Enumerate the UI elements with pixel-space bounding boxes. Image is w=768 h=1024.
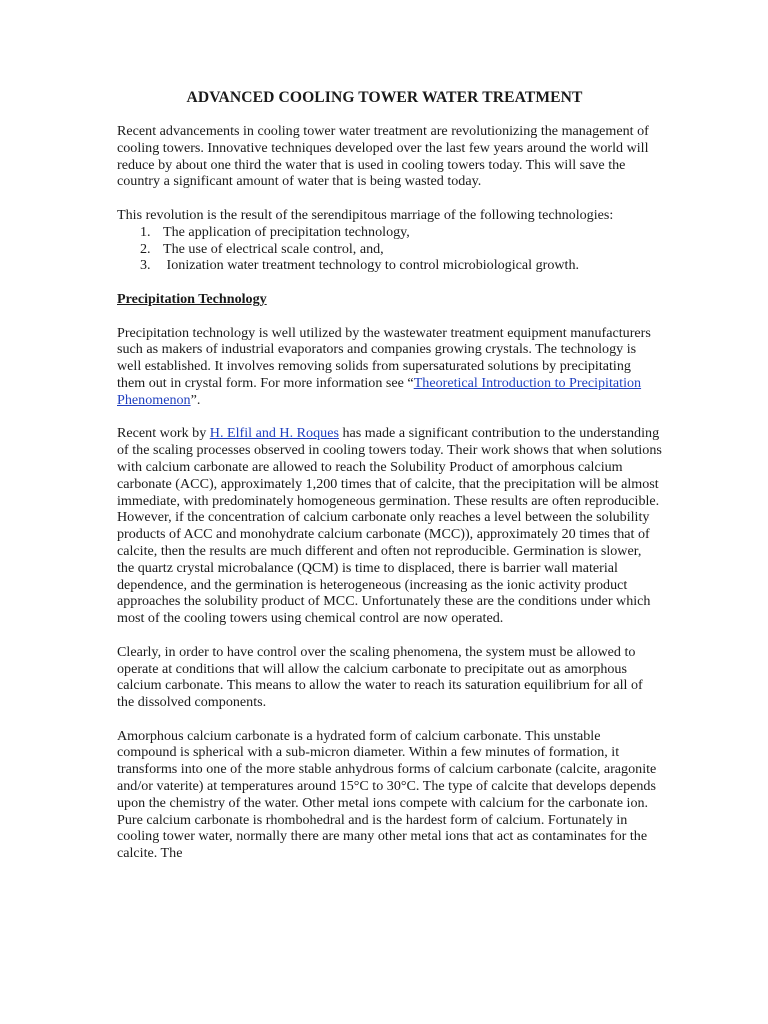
list-item-text: The application of precipitation technology, [163,223,410,240]
elfil-roques-link[interactable]: H. Elfil and H. Roques [209,425,339,442]
list-item [117,224,662,241]
paragraph-text: ”. [190,391,201,408]
document-body [117,88,662,879]
paragraph-text: has made a significant contribution to the understanding of the scaling processes observed in cooling towers today. Their work shows that when solutions with calcium carbonate are allowed to reach the Solubility Product of amorphous calcium carbonate (ACC), approximately 1,200 times that of calcite, that the precipitation will be almost immediate, with predominately homogeneous germination. These results are often reproducible. However, if the concentration of calcium carbonate only reaches a level between the solubility products of ACC and monohydrate calcium carbonate (MCC)), approximately 20 times that of calcite, then the results are much different and often not reproducible. Germination is slower, the quartz crystal microbalance (QCM) is time to displaced, there is barrier wall material dependence, and the germination is heterogeneous (increasing as the ionic activity product approaches the solubility product of MCC. Unfortunately these are the conditions under which most of the cooling towers using chemical control are now operated. [117,425,662,627]
precipitation-paragraph [117,325,662,409]
list-item [117,241,662,258]
intro-paragraph: Recent advancements in cooling tower water treatment are revolutionizing the management of cooling towers. Innovative techniques developed over the last few years around the world will reduce by about one third the water that is used in cooling towers today. This will save the country a significant amount of water that is being wasted today. [117,123,649,190]
technology-list [117,224,662,274]
scaling-control-paragraph: Clearly, in order to have control over the scaling phenomena, the system must be allowed to operate at conditions that will allow the calcium carbonate to precipitate out as amorphous calcium carbonate. This means to allow the water to reach its saturation equilibrium for all of the dissolved components. [117,643,643,711]
paragraph-text: Recent work by [117,425,210,442]
list-item-number: 3. [140,257,151,274]
amorphous-carbonate-paragraph: Amorphous calcium carbonate is a hydrated form of calcium carbonate. This unstable compound is spherical with a sub-micron diameter. Within a few minutes of formation, it transforms into one of the more stable anhydrous forms of calcium carbonate (calcite, aragonite and/or vaterite) at temperatures around 15°C to 30°C. The type of calcite that develops depends upon the chemistry of the water. Other metal ions compete with calcium for the carbonate ion. Pure calcium carbonate is rhombohedral and is the hardest form of calcium. Fortunately in cooling tower water, normally there are many other metal ions that act as contaminates for the calcite. The [117,727,657,862]
list-item-text: The use of electrical scale control, and, [163,240,384,257]
document-title: ADVANCED COOLING TOWER WATER TREATMENT [186,89,583,106]
list-item-text: Ionization water treatment technology to control microbiological growth. [163,257,580,274]
list-item-number: 2. [140,240,151,257]
technology-list-block [117,207,662,274]
list-lead-text: This revolution is the result of the serendipitous marriage of the following technologies: [117,206,614,223]
precipitation-phenomenon-link[interactable]: Theoretical Introduction to Precipitation Phenomenon [117,374,642,408]
list-item [117,257,662,274]
section-heading-precipitation: Precipitation Technology [117,290,267,307]
list-item-number: 1. [140,223,151,240]
paragraph-text: Precipitation technology is well utilized by the wastewater treatment equipment manufacturers such as makers of industrial evaporators and companies growing crystals. The technology is well established. It involves removing solids from supersaturated solutions by precipitating them out in crystal form. For more information see “ [117,324,651,391]
elfil-roques-paragraph [117,425,662,627]
